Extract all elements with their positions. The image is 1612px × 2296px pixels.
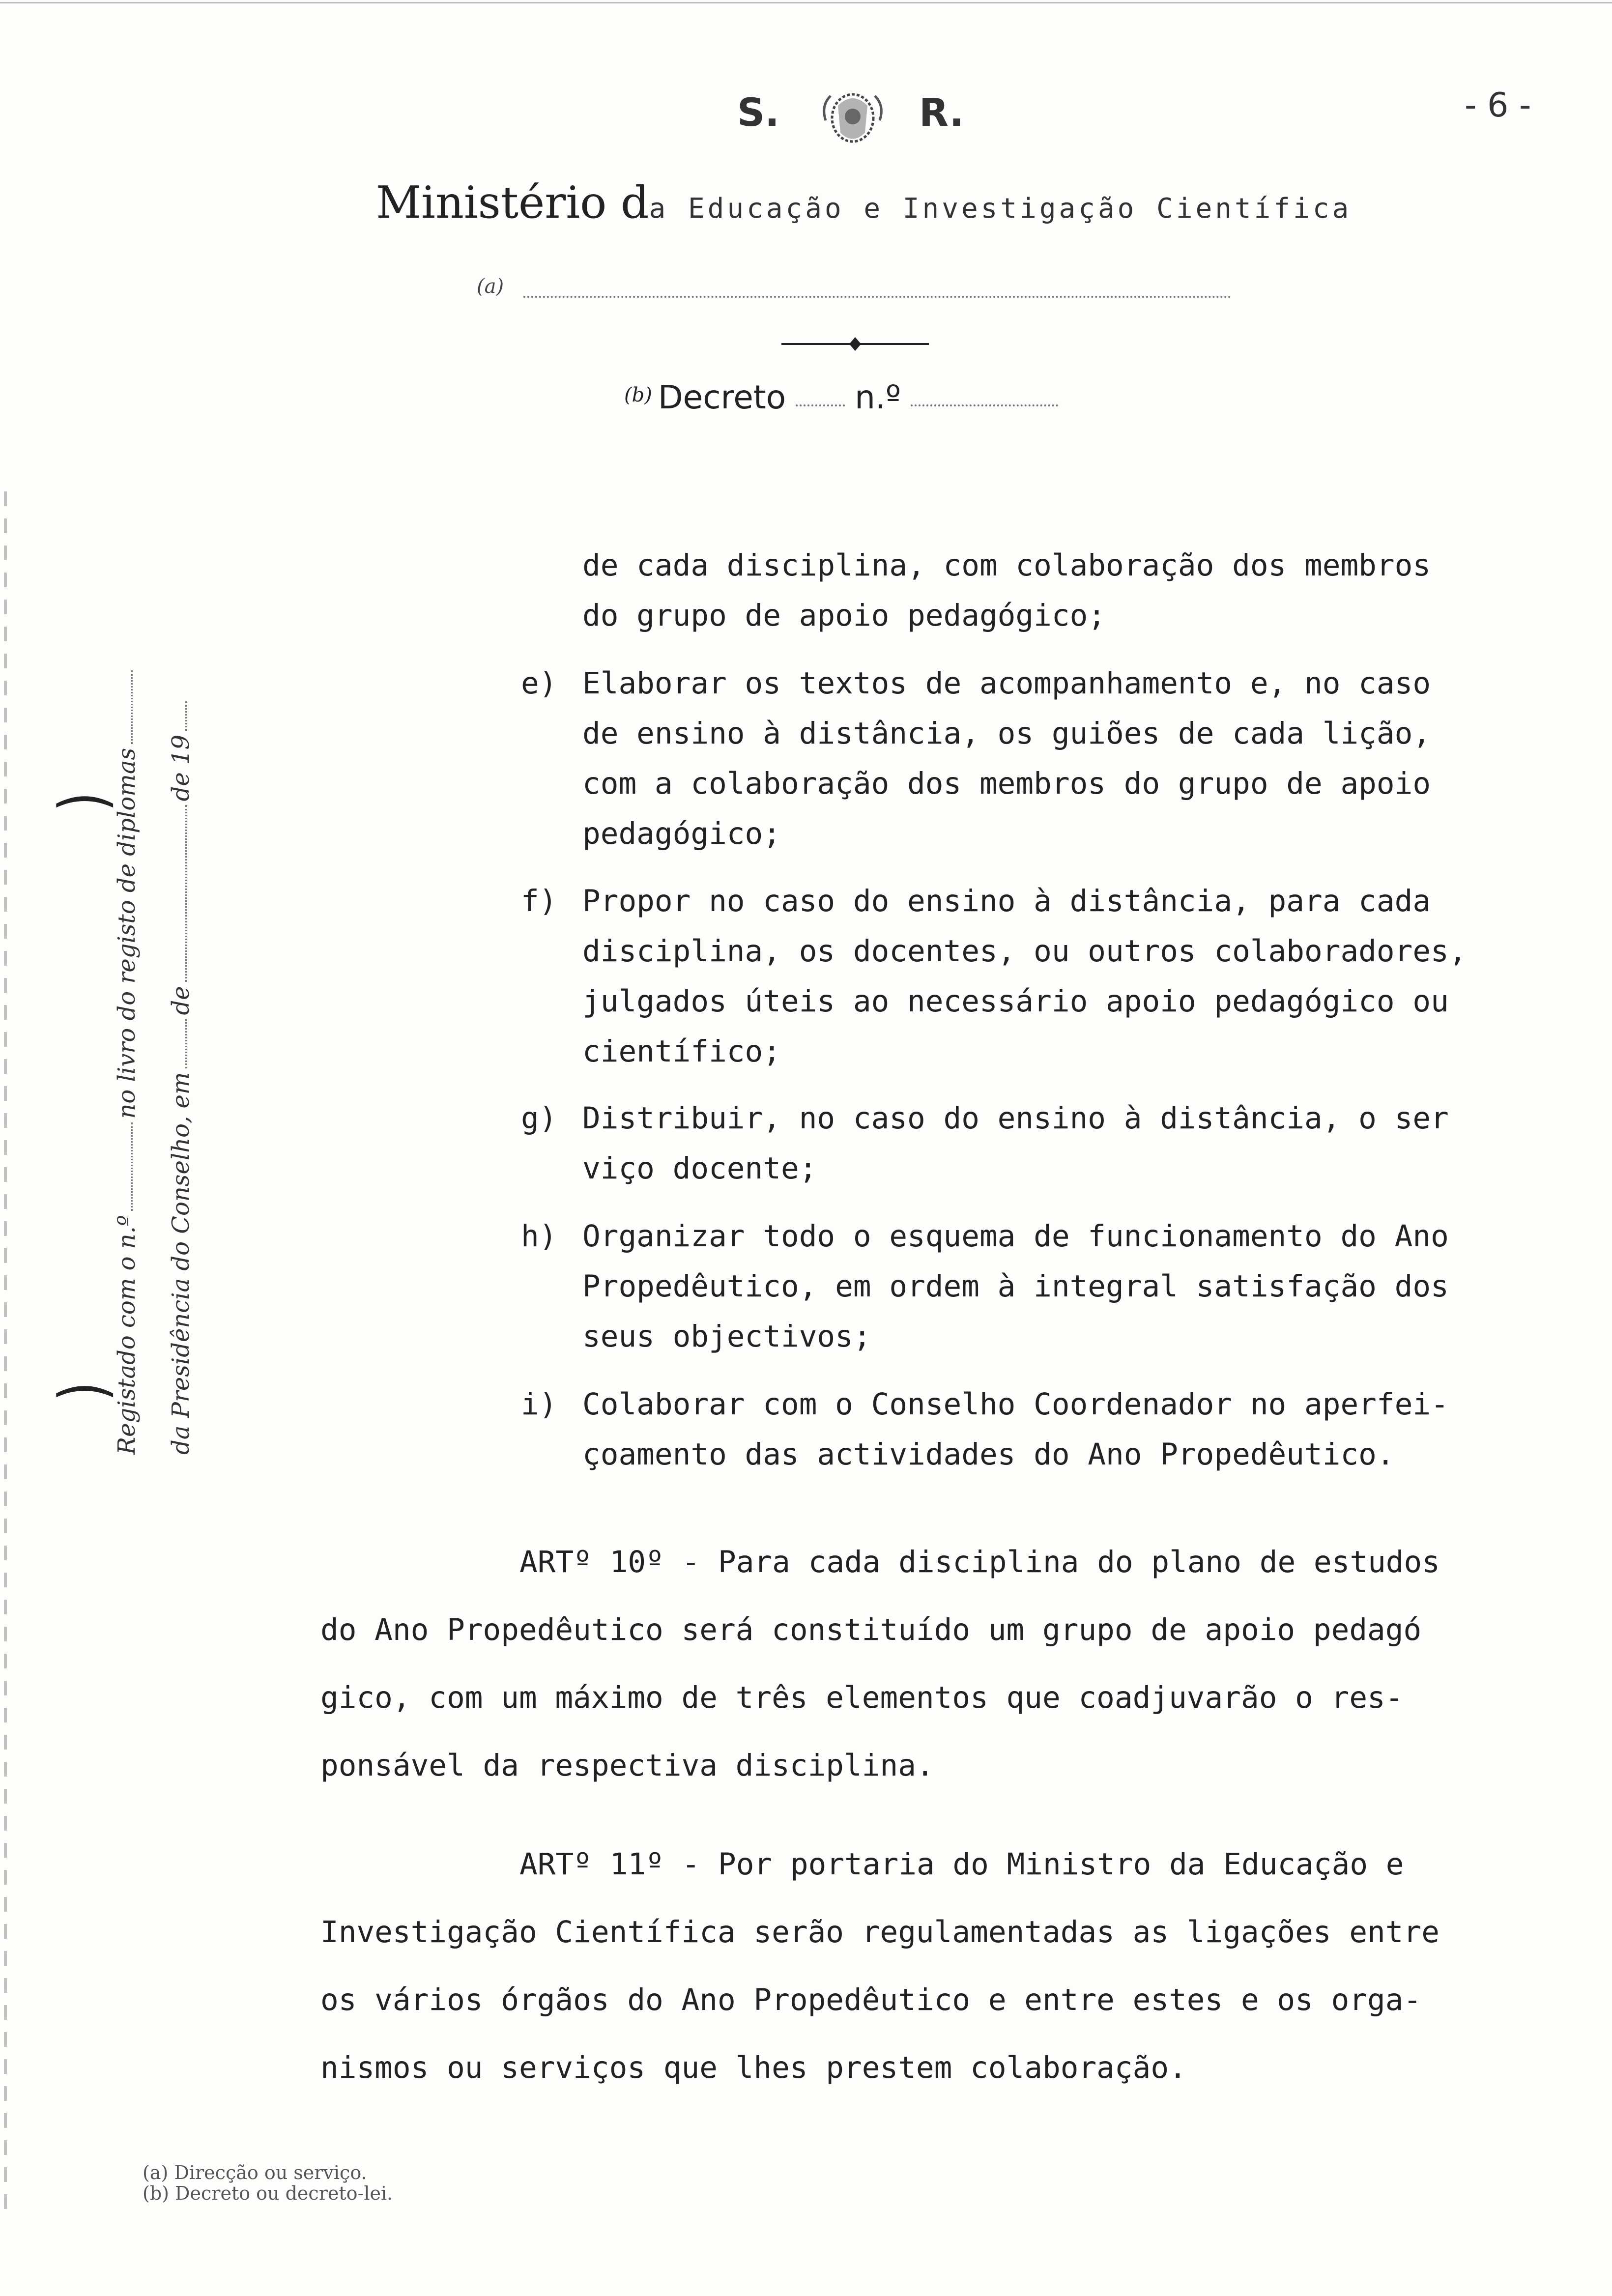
- state-heading: [737, 86, 993, 150]
- item-line: científico;: [582, 1034, 781, 1069]
- ministry-prefix: Ministério d: [376, 177, 649, 229]
- item-body: [582, 1379, 1449, 1480]
- article-line: os vários órgãos do Ano Propedêutico e entre estes e os orga-: [320, 1982, 1422, 2017]
- registration-year-label: de 19: [167, 734, 195, 802]
- registration-number-label: Registado com o n.º: [113, 1215, 141, 1455]
- footnote-b: (b) Decreto ou decreto-lei.: [143, 2182, 393, 2204]
- item-label: e): [521, 666, 557, 701]
- article-line: ponsável da respectiva disciplina.: [320, 1748, 934, 1783]
- article-line: Investigação Científica serão regulamentadas as ligações entre: [320, 1915, 1439, 1950]
- bracket-mark-top: ⁀: [59, 796, 111, 871]
- item-label: h): [521, 1219, 557, 1254]
- item-line: Propedêutico, em ordem à integral satisfação dos: [582, 1269, 1449, 1304]
- item-line: pedagógico;: [582, 816, 781, 851]
- decreto-line: [624, 378, 1068, 416]
- registration-line-1: [113, 666, 141, 1455]
- bracket-mark-bottom: ⁀: [59, 1386, 111, 1461]
- item-body: [582, 659, 1431, 859]
- item-line: Organizar todo o esquema de funcionamento do Ano: [582, 1219, 1449, 1254]
- registration-month-dots: [185, 805, 187, 982]
- footnotes: [143, 2162, 393, 2204]
- item-line: com a colaboração dos membros do grupo de apoio: [582, 766, 1431, 801]
- decreto-number-label: n.º: [855, 378, 901, 416]
- article-line: nismos ou serviços que lhes prestem colaboração.: [320, 2050, 1187, 2085]
- registration-line-2: [167, 697, 195, 1455]
- footnote-a: (a) Direcção ou serviço.: [143, 2162, 367, 2183]
- decreto-dots: [796, 404, 845, 406]
- article-line: ARTº 11º - Por portaria do Ministro da Educação e: [519, 1847, 1404, 1882]
- item-body: [582, 1093, 1449, 1194]
- item-continuation: [582, 541, 1431, 641]
- registration-number-dots: [131, 1123, 133, 1211]
- item-body: [582, 1211, 1449, 1362]
- decreto-number-dots: [911, 404, 1058, 406]
- item-line: Elaborar os textos de acompanhamento e, no caso: [582, 666, 1431, 701]
- item-body: [582, 876, 1467, 1077]
- item-label: g): [521, 1101, 557, 1136]
- field-a-dotted-line: [523, 296, 1231, 298]
- item-label: f): [521, 884, 557, 918]
- item-line: Distribuir, no caso do ensino à distância, o ser: [582, 1101, 1449, 1136]
- coat-of-arms-icon: [816, 86, 890, 150]
- decreto-label-b: (b): [624, 384, 652, 406]
- item-line: Colaborar com o Conselho Coordenador no aperfei-: [582, 1387, 1449, 1422]
- article-line: gico, com um máximo de três elementos que coadjuvarão o res-: [320, 1680, 1404, 1715]
- article-11: [320, 1831, 1439, 2102]
- top-rule: [0, 2, 1612, 3]
- item-line: viço docente;: [582, 1151, 817, 1186]
- article-line: do Ano Propedêutico será constituído um grupo de apoio pedagó: [320, 1612, 1422, 1647]
- registration-date-label: da Presidência do Conselho, em: [167, 1072, 195, 1455]
- article-line: ARTº 10º - Para cada disciplina do plano de estudos: [519, 1545, 1440, 1579]
- registration-book-label: no livro do registo de diplomas: [113, 747, 141, 1119]
- field-a-label: (a): [477, 275, 504, 298]
- item-line: Propor no caso do ensino à distância, para cada: [582, 884, 1431, 918]
- sr-right: R.: [919, 91, 964, 135]
- binding-marks: [4, 491, 7, 2211]
- registration-month-label: de: [167, 986, 195, 1015]
- ministry-title: [376, 177, 1352, 229]
- divider-ornament: [781, 334, 929, 354]
- continuation-line: do grupo de apoio pedagógico;: [582, 598, 1106, 633]
- item-line: çoamento das actividades do Ano Propedêutico.: [582, 1437, 1395, 1472]
- item-line: disciplina, os docentes, ou outros colaboradores,: [582, 934, 1467, 969]
- item-line: seus objectivos;: [582, 1319, 871, 1354]
- sr-left: S.: [737, 91, 779, 135]
- item-line: de ensino à distância, os guiões de cada lição,: [582, 716, 1431, 751]
- registration-book-dots: [131, 670, 133, 744]
- item-label: i): [521, 1387, 557, 1422]
- ministry-name: a Educação e Investigação Científica: [649, 193, 1352, 225]
- article-10: [320, 1528, 1440, 1800]
- registration-day-dots: [185, 1019, 187, 1068]
- item-line: julgados úteis ao necessário apoio pedagógico ou: [582, 984, 1449, 1019]
- registration-year-dots: [185, 701, 187, 731]
- registration-side-text: [113, 609, 221, 1455]
- page-number: - 6 -: [1465, 86, 1531, 125]
- decreto-text: Decreto: [658, 378, 786, 416]
- continuation-line: de cada disciplina, com colaboração dos membros: [582, 548, 1431, 583]
